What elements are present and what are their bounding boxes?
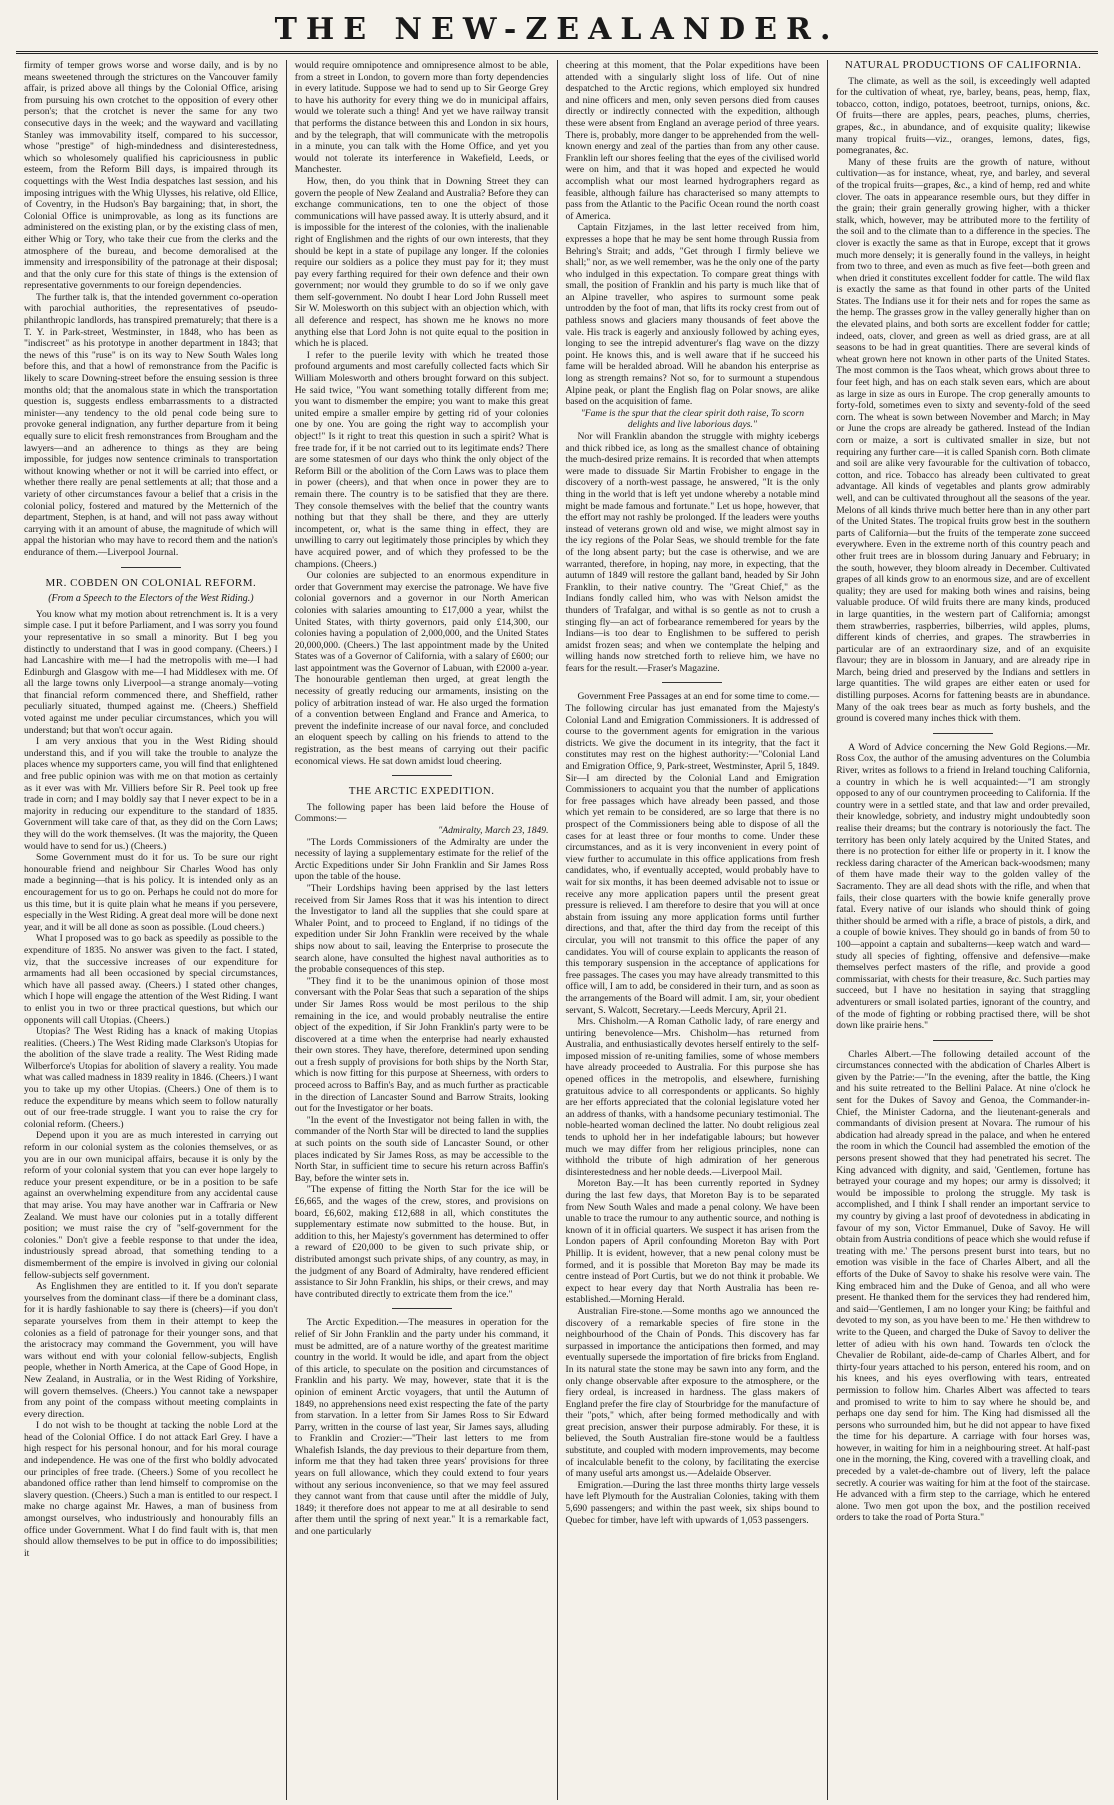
article-paragraph: The Arctic Expedition.—The measures in operation for the relief of Sir John Franklin and the party under his command, it must be admitted, are of a nature worthy of the greatest maritime country in the world. It would be idle, and apart from the object of this article, to speculate on the position and circumstances of Franklin and his party. We may, however, state that it is the opinion of eminent Arctic voyagers, that until the Autumn of 1849, no apprehensions need exist respecting the fate of the party from starvation. In a letter from Sir James Ross to Sir Edward Parry, written in the course of last year, Sir James says, alluding to Franklin and Crozier:—"Their last letters to me from Whalefish Islands, the day previous to their departure from them, inform me that they had taken three years' provisions for three years on full allowance, which they could extend to four years without any serious inconvenience, so that we may feel assured they cannot want from that cause until after the middle of July, 1849; it therefore does not appear to me at all desirable to send after them until the spring of next year." It is a remarkable fact, and one particularly	[294, 1317, 549, 1538]
dateline: "Admiralty, March 23, 1849.	[438, 825, 549, 836]
article-paragraph: Depend upon it you are as much interested in carrying out reform in our colonial system as the colonies themselves, or as you are in our own municipal affairs, because it is only by the reform of your colonial system that you can ever hope largely to reduce your present expenditure, or be in a position to be safe against an overwhelming expenditure from any accidental cause that may arise. You may have another war in Caffraria or New Zealand. We must have our colonies put in a totally different position; we must raise the cry of "self-government for the colonies." Don't give a feeble response to that under the idea, industriously spread abroad, that something tending to a dismemberment of the empire is involved in giving our colonial fellow-subjects self government.	[24, 1130, 278, 1281]
article-paragraph: Emigration.—During the last three months thirty large vessels have left Plymouth for the Australian Colonies, taking with them 5,690 passengers; and within the past week, six ships bound to Quebec for timber, have left with upwards of 1,053 passengers.	[565, 1479, 820, 1526]
article-paragraph: "In the event of the Investigator not being fallen in with, the commander of the North Star will be directed to land the supplies at such points on the south side of Lancaster Sound, or other places indicated by Sir James Ross, as may be accessible to the North Star, in sufficient time to secure his return across Baffin's Bay, before the winter sets in.	[294, 1114, 549, 1184]
article-subheading: (From a Speech to the Electors of the West Riding.)	[48, 593, 254, 605]
article-paragraph: Captain Fitzjames, in the last letter received from him, expresses a hope that he may be sent home through Russia from Behring's Strait; and adds, "Get through I firmly believe we shall;" nor, as we well remember, was he the only one of the party who indulged in this expectation. To compare great things with small, the position of Franklin and his party is much like that of an Alpine traveller, who aspires to surmount some peak untrodden by the foot of man, that lifts its rocky crest from out of pathless snows and glaciers many thousands of feet above the vale. His track is eagerly and anxiously followed by aching eyes, longing to see the intrepid adventurer's flag wave on the dizzy point. He knows this, and is well aware that if he succeed his fame will be heralded abroad. Will he abandon his enterprise as long as strength remains? Not so, for to surmount a stupendous Alpine peak, or plant the English flag on Polar snows, are alike based on the acquisition of fame.	[565, 222, 820, 408]
masthead-title: THE NEW-ZEALANDER.	[274, 12, 840, 47]
divider	[933, 733, 993, 734]
article-paragraph: As Englishmen they are entitled to it. If you don't separate yourselves from the dominant class—if there be a dominant class, for it is hardly fashionable to say there is (cheers)—if you don't separate yourselves from them in their attempt to keep the colonies as a field of patronage for their younger sons, and that the aristocracy may command the Government, you will have wars without end with your colonial fellow-subjects, English people, whether in North America, at the Cape of Good Hope, in New Zealand, in Australia, or in the West Riding of Yorkshire, will govern themselves. (Cheers.) You cannot take a newspaper from any point of the compass without meeting complaints in every direction.	[24, 1281, 278, 1420]
article-paragraph: firmity of temper grows worse and worse daily, and is by no means sweetened through the strictures on the Vancouver family affair, is prized above all things by the Colonial Office, arising from pursuing his own crotchet to the opposition of every other person's; that the crotchet is never the same for any two consecutive days in the week; and the wayward and vacillating Stanley was immovability itself, compared to his successor, whose "prestige" of high-mindedness and disinterestedness, which so wholesomely qualified his capriciousness in public esteem, from the Reform Bill days, is impaired through its coquettings with the West India despatches last session, and his imposing intrigues with the Whig Ulysses, his relative, old Ellice, of Coventry, in the Hudson's Bay bargaining; that, in short, the Colonial Office is unimprovable, as long as its functions are administered on the existing plan, or by the existing class of men, either Whig or Tory, who take their cue from the clerks and the atmosphere of the bureau, and become demoralised at the immensity and irresponsibility of the patronage at their disposal; and that the only cure for this state of things is the extension of representative governments to our foreign dependencies.	[24, 60, 278, 292]
article-paragraph: Australian Fire-stone.—Some months ago we announced the discovery of a remarkable species of fire stone in the neighbourhood of the Chain of Ponds. This discovery has far surpassed in importance the anticipations then formed, and may eventually supersede the importation of fire bricks from England. In its natural state the stone may be sawn into any form, and the only change observable after exposure to the atmosphere, or the fiery ordeal, is increased in hardness. The glass makers of England prefer the fire clay of Stourbridge for the manufacture of their "pots," which, after being formed methodically and with great precision, answer their purpose admirably. For these, it is believed, the South Australian fire-stone would be a faultless substitute, and coupled with modern improvements, may become of incalculable benefit to the colony, by facilitating the exercise of many useful arts amongst us.—Adelaide Observer.	[565, 1305, 820, 1480]
article-paragraph: I am very anxious that you in the West Riding should understand this, and if you will take the trouble to analyze the places whence my supporters came, you will find that enlightened and free public opinion was with me on that motion as certainly as it ever was with Mr. Villiers before Sir R. Peel took up free trade in corn; and I may boldly say that I never expect to be in a majority in reducing our expenditure to the standard of 1835. Government will take care of that, as they did on the Corn Laws; they will do the work themselves. (It was the majority, the Queen would have to send for us.) (Cheers.)	[24, 736, 278, 852]
article-paragraph: Moreton Bay.—It has been currently reported in Sydney during the last few days, that Moreton Bay is to be separated from New South Wales and made a penal colony. We have been unable to trace the rumour to any authentic source, and nothing is known of it in official quarters. We suspect it has arisen from the London papers of April confounding Moreton Bay with Port Phillip. It is evident, however, that a new penal colony must be formed, and it is possible that Moreton Bay may be made its centre instead of Port Curtis, but we do not think it probable. We expect to hear every day that North Australia has been re-established.—Morning Herald.	[565, 1178, 820, 1306]
article-paragraph: The further talk is, that the intended government co-operation with parochial authorities, the representatives of pseudo-philanthropic landlords, has transpired prematurely; that there is a T. Y. in Park-street, Westminster, in 1848, who has been as "indiscreet" as his prototype in another department in 1843; that the news of this "ruse" is on its way to New South Wales long before this, and that a howl of remonstrance from the Pacific is likely to scare Downing-street before the ensuing session is three months old; that the anomalous state in which the transportation question is, suggests endless embarrassments to a distracted minister—any tendency to the old penal code being sure to provoke general indignation, any further departure from it being equally sure to elicit fresh remonstrances from Brougham and the lawyers—and an adherence to things as they are being impossible, for judges now sentence criminals to transportation without knowing whether or not it will be carried into effect, or whether there really are penal settlements at all; that those and a variety of other circumstances favour a belief that a crisis in the colonial policy, fostered and matured by the Metternich of the department, Stephen, is at hand, and will not pass away without carrying with it an amount of abuse, the magnitude of which will appal the historian who may have to record them and the nation's endurance of them.—Liverpool Journal.	[24, 291, 278, 558]
article-paragraph: "The expense of fitting the North Star for the ice will be £6,665, and the wages of the crew, stores, and provisions on board, £6,602, making £12,688 in all, which constitutes the supplementary estimate now submitted to the house. But, in addition to this, her Majesty's government has determined to offer a reward of £20,000 to be given to such private ship, or distributed amongst such private ships, of any country, as may, in the judgment of any Board of Admiralty, have rendered efficient assistance to Sir John Franklin, his ships, or their crews, and may have contributed directly to extricate them from the ice."	[294, 1184, 549, 1300]
divider	[392, 1308, 452, 1309]
article-paragraph: "Their Lordships having been apprised by the last letters received from Sir James Ross that it was his intention to direct the Investigator to land all the supplies that she could spare at Whaler Point, and to proceed to England, if no tidings of the expedition under Sir John Franklin were received by the whale ships now about to sail, leaving the Enterprise to prosecute the search alone, have consulted the highest naval authorities as to the probable consequences of this step.	[294, 882, 549, 976]
divider	[662, 682, 722, 683]
masthead-rule	[16, 51, 1098, 54]
article-paragraph: "The Lords Commissioners of the Admiralty are under the necessity of laying a supplementary estimate for the relief of the Arctic Expeditions under Sir John Franklin and Sir James Ross upon the table of the house.	[294, 836, 549, 883]
article-paragraph: The climate, as well as the soil, is exceedingly well adapted for the cultivation of wheat, rye, barley, beans, peas, hemp, flax, tobacco, cotton, indigo, potatoes, beetroot, turnips, onions, &c. Of fruits—there are apples, pears, peaches, plums, cherries, grapes, &c., in abundance, and of exquisite quality; likewise many tropical fruits—viz., oranges, lemons, dates, figs, pomegranates, &c.	[836, 75, 1090, 157]
column-2	[286, 60, 557, 1800]
quotation: "Fame is the spur that the clear spirit doth raise, To scorn delights and live laborious days."	[580, 407, 804, 431]
article-paragraph: Some Government must do it for us. To be sure our right honourable friend and neighbour Sir Charles Wood has only made a beginning—that is his policy. It is intended only as an encouragement for us to go on. Perhaps he could not do more for us this time, but it is quite plain what he means if you persevere, especially in the West Riding. A great deal more will be done next year, and it will be all done as soon as possible. (Loud cheers.)	[24, 852, 278, 933]
columns	[16, 60, 1098, 1800]
article-paragraph: A Word of Advice concerning the New Gold Regions.—Mr. Ross Cox, the author of the amusing adventures on the Columbia River, writes as follows to a friend in Ireland touching California, a country in which he is well acquainted:—"I am strongly opposed to any of our countrymen proceeding to California. If the country were in a settled state, and that law and order prevailed, their knowledge, sobriety, and industry might undoubtedly soon realise their dreams; but the contrary is notoriously the fact. The territory has been only lately acquired by the United States, and there is no protection for either life or property in it. I know the reckless daring character of the American back-woodsmen; many of them have made their way to the golden valley of the Sacramento. They are all dead shots with the rifle, and when that fails, their close quarters with the bowie knife generally prove fatal. Every native of our islands who should think of going thither should be armed with a rifle, a brace of pistols, a dirk, and a couple of bowie knives. They should go in bands of from 50 to 100—appoint a captain and subalterns—keep watch and ward—study all species of fighting, offensive and defensive—make themselves perfect masters of the rifle, and provide a good commissariat, with chests for their treasure, &c. Such parties may succeed, but I have no hesitation in saying that straggling adventurers or small isolated parties, ignorant of the country, and of the mode of fighting or robbing practised there, will be shot down like prairie hens."	[836, 741, 1090, 1032]
divider	[933, 1040, 993, 1041]
divider	[121, 567, 181, 568]
article-heading: THE ARCTIC EXPEDITION.	[348, 785, 495, 798]
article-paragraph: You know what my motion about retrenchment is. It is a very simple case. I put it before Parliament, and I was sorry you found your representative in so small a minority. But I beg you distinctly to understand that I was in good company. (Cheers.) I had Lancashire with me—I had the metropolis with me—I had Edinburgh and Glasgow with me—I had Middlesex with me. Of all the large towns only Liverpool—a strange anomaly—voting that financial reform commenced there, and Sheffield, rather peculiarly situated, thumped against me. (Cheers.) Sheffield voted against me under peculiar circumstances, which you will understand; but that won't occur again.	[24, 608, 278, 736]
article-heading: NATURAL PRODUCTIONS OF CALIFORNIA.	[844, 60, 1082, 71]
article-paragraph: "They find it to be the unanimous opinion of those most conversant with the Polar Seas that such a separation of the ships under Sir James Ross would be most perilous to the ship remaining in the ice, and would probably neutralise the entire object of the expedition, if Sir John Franklin's party were to be discovered at a time when the enterprise had nearly exhausted their own stores. They have, therefore, determined upon sending out a fresh supply of provisions for both ships by the North Star, which is now fitting for this purpose at Sheerness, with orders to proceed across to Baffin's Bay, and as much further as practicable in the direction of Lancaster Sound and Barrow Straits, looking out for the Investigator or her boats.	[294, 975, 549, 1115]
article-paragraph: I do not wish to be thought at tacking the noble Lord at the head of the Colonial Office. I do not attack Earl Grey. I have a high respect for his personal honour, and for his moral courage and independence. He was one of the first who boldly advocated our principles of free trade. (Cheers.) Some of you recollect he abandoned office rather than lend himself to compromise on the slavery question. (Cheers.) Such a man is entitled to our respect. I make no charge against Mr. Hawes, a man of business from amongst ourselves, who industriously and honourably fills an office under Government. What I do find fault with is, that men should allow themselves to be put in office to do impossibilities; it	[24, 1420, 278, 1559]
column-1	[16, 60, 286, 1800]
article-paragraph: What I proposed was to go back as speedily as possible to the expenditure of 1835. No answer was given to the fact. I stated, viz, that the successive increases of our expenditure for armaments had all been occasioned by special circumstances, which have all passed away. (Cheers.) I stated other changes, which I hope will engage the attention of the West Riding. I want to enlist you in two or three practical questions, but which our opponents will call Utopias. (Cheers.)	[24, 933, 278, 1026]
article-paragraph: would require omnipotence and omnipresence almost to be able, from a street in London, to govern more than forty dependencies in every latitude. Suppose we had to send up to Sir George Grey to have his authority for every thing we do in municipal affairs, would we tolerate such a thing! And yet we have railway transit that performs the distance between this and London in six hours, and by the telegraph, that will communicate with the metropolis in a minute, you can talk with the Home Office, and yet you would not tolerate its interference in Wakefield, Leeds, or Manchester.	[294, 60, 549, 176]
article-paragraph: Nor will Franklin abandon the struggle with mighty icebergs and thick ribbed ice, as long as the smallest chance of obtaining the much-desired prize remains. It is recorded that when attempts were made to dissuade Sir Martin Frobisher to engage in the discovery of a north-west passage, he answered, "It is the only thing in the world that is left yet undone whereby a notable mind might be made famous and fortunate." Let us hope, however, that the effort may not rashly be prolonged. If the leaders were youths instead of veterans grown old and wise, we might almost say in the icy regions of the Polar Seas, we should tremble for the fate of the long absent party; but the case is otherwise, and we are warranted, therefore, in hoping, nay more, in expecting, that the autumn of 1849 will restore the gallant band, headed by Sir John Franklin, to their native country. The "Great Chief," as the Indians fondly called him, who was with Nelson amidst the thunders of Trafalgar, and withal is so gentle as not to crush a stinging fly—an act of forbearance remembered for years by the Indians—is too dear to Englishmen to be suffered to perish amidst frozen seas; and when we contemplate the helping and willing hands now stretched forth to relieve him, we have no fears for the result.—Fraser's Magazine.	[565, 431, 820, 674]
article-paragraph: Government Free Passages at an end for some time to come.—The following circular has just emanated from the Majesty's Colonial Land and Emigration Commissioners. It is addressed of course to the government agents for emigration in the various districts. We give the document in its integrity, that the fact it constitutes may rest on the highest authority:—"Colonial Land and Emigration Office, 9, Park-street, Westminster, April 5, 1849. Sir—I am directed by the Colonial Land and Emigration Commissioners to acquaint you that the number of applications for free passages which have already been passed, and those which yet remain to be considered, are so large that there is no prospect of the Commissioners being able to dispose of all the cases for at least three or four months to come. Under these circumstances, and as it is very inconvenient in every point of view further to accumulate in this office applications from fresh candidates, who, if eventually accepted, would probably have to wait for six months, it has been deemed advisable not to issue or receive any more application papers until the present great pressure is relieved. I am therefore to desire that you will at once abstain from issuing any more application forms until further directions, and that, after the third day from the receipt of this circular, you will not transmit to this office the paper of any candidates. You will of course explain to applicants the reason of this temporary suspension in the acceptance of applications for free passages. The cases you may have already transmitted to this office will, I am to add, be considered in their turn, and as soon as the arrangements of the Board will admit. I am, sir, your obedient servant, S. Walcott, Secretary.—Leeds Mercury, April 21.	[565, 691, 820, 1016]
masthead	[16, 10, 1098, 54]
article-paragraph: I refer to the puerile levity with which he treated those profound arguments and most carefully collected facts which Sir William Molesworth and others brought forward on this subject. He said twice, "You want something totally different from me; you want to dismember the empire; you want to make this great united empire a smaller empire by getting rid of your colonies one by one. You are going the right way to accomplish your object!" Is it right to treat this question in such a spirit? What is free trade for, if it be not carried out to its legitimate ends? There are some statesmen of our days who think the only object of the Reform Bill or the abolition of the Corn Laws was to place them in power (cheers), and that when once in power they are to remain there. The country is to be satisfied that they are there. They console themselves with the belief that the country wants nothing but that they shall be there, and they are utterly incompetent, or, what is the same thing in effect, they are unwilling to carry out legitimately those principles by which they have acquired power, and of which they professed to be the champions. (Cheers.)	[294, 349, 549, 570]
article-paragraph: Many of these fruits are the growth of nature, without cultivation—as for instance, wheat, rye, and barley, and several of the tropical fruits—grapes, &c., a kind of hemp, red and white clover. The oats in appearance resemble ours, but they differ in the grain; their grain generally growing higher, with a thicker stalk, which, however, may be attributed more to the fertility of the soil and to the climate than to a difference in the species. The clover is exactly the same as that in Europe, except that it grows much more densely; it is generally found in the valleys, in height from two to three, and even as much as five feet—both green and when dried it constitutes excellent fodder for cattle. The wild flax is exactly the same as that found in other parts of the United States. The Indians use it for their nets and for ropes the same as the hemp. The grasses grow in the valley generally higher than on the elevated plains, and both sorts are excellent fodder for cattle; indeed, oats, clover, and green as well as dried grass, are at all seasons to be had in great quantities. There are several kinds of wheat grown here not known in other parts of the United States. The most common is the Taos wheat, which grows about three to four feet high, and has on each stalk seven ears, which are about as large in size as ours in Europe. The crop generally amounts to forty-fold, sometimes even to sixty and seventy-fold of the seed corn. The wheat is sown between November and March; in May or June the crops are already be gathered. Instead of the Indian corn or maize, a sort is cultivated smaller in size, but not requiring any further care—it is called Spanish corn. Both climate and soil are alike very favourable for the cultivation of tobacco, cotton, and rice. Tobacco has already been cultivated to great advantage. All kinds of vegetables and plants grow admirably well, and can be cultivated throughout all the seasons of the year. Melons of all kinds thrive much better here than in any other part of the United States. The tropical fruits grow best in the southern parts of California—but the fruits of the temperate zone succeed everywhere. Even in the extreme north of this country peach and other fruit trees are in blossom during January and February; in the south, however, they bloom already in December. Cultivated grapes of all kinds grow to an enormous size, and are of excellent quality; they are used for making both wines and raisins, being valuable produce. Of wild fruits there are many kinds, produced in large quantities, in the western part of California; amongst them strawberries, raspberries, bilberries, wild apples, plums, different kinds of cherries, and grapes. The strawberries in particular are of an extraordinary size, and of an exquisite flavour; they are in blossom in January, and are already ripe in March, being dried and preserved by the Indians and settlers in large quantities. The wild grapes are either eaten or used for distilling purposes. Acorns for fattening beasts are in abundance. Many of the oak trees bear as much as forty bushels, and the ground is covered many inches thick with them.	[836, 156, 1090, 725]
article-paragraph: How, then, do you think that in Downing Street they can govern the people of New Zealand and Australia? Before they can exchange communications, ten to one the object of those communications will have passed away. It is utterly absurd, and it is impossible for the interest of the colonies, with the inalienable right of Englishmen and the rights of our own interests, that they should be kept in a state of pupilage any longer. If the colonies require our soldiers as a police they must pay for it; they must pay every farthing required for their own defence and their own government; nor would they grumble to do so if we only gave them self-government. No doubt I hear Lord John Russell meet Sir W. Molesworth on this subject with an objection which, with all deference and respect, has shown me he knows no more anything else that Lord John is not quite equal to the position in which he is placed.	[294, 175, 549, 350]
article-heading: MR. COBDEN ON COLONIAL REFORM.	[45, 576, 257, 589]
divider	[392, 775, 452, 776]
article-paragraph: Our colonies are subjected to an enormous expenditure in order that Government may exercise the patronage. We have five colonial governors and a governor in our North American colonies with salaries amounting to £17,000 a year, whilst the United States, with thirty governors, paid only £14,300, our colonies having a population of 2,000,000, and the United States 20,000,000. (Cheers.) The last appointment made by the United States was of a Governor of California, with a salary of £600; our last appointment was the Governor of Labuan, with £2000 a-year. The honourable gentleman then urged, at great length the necessity of greatly reducing our armaments, insisting on the policy of arbitration instead of war. He also urged the formation of a convention between England and France and America, to prevent the indefinite increase of our naval force, and concluded an eloquent speech by calling on his friends to attend to the registration, as the best means of carrying out their pacific economical views. He sat down amidst loud cheering.	[294, 570, 549, 767]
article-paragraph: Utopias? The West Riding has a knack of making Utopias realities. (Cheers.) The West Riding made Clarkson's Utopias for the abolition of the slave trade a reality. The West Riding made Wilberforce's Utopias for abolition of slavery a reality. You made what was called madness in 1839 reality in 1846. (Cheers.) I want you to take up my other Utopias. (Cheers.) One of them is to reduce the expenditure by means which seem to follow naturally out of our free-trade struggle. I want you to raise the cry for colonial reform. (Cheers.)	[24, 1026, 278, 1130]
article-paragraph: The following paper has been laid before the House of Commons:—	[294, 801, 549, 825]
column-3	[557, 60, 828, 1800]
article-paragraph: cheering at this moment, that the Polar expeditions have been attended with a singularly slight loss of life. Out of nine despatched to the Arctic regions, which employed six hundred and nine officers and men, only seven persons died from causes directly or indirectly connected with the expedition, although these were absent from England an average period of three years. There is, probably, more danger to be apprehended from the well-known energy and zeal of the parties than from any other cause. Franklin left our shores feeling that the eyes of the civilised world were on him, and that it was hoped and expected he would accomplish what our most learned hydrographers regard as feasible, although failure has characterised so many attempts to pass from the Atlantic to the Pacific Ocean round the north coast of America.	[565, 60, 820, 222]
article-paragraph: Charles Albert.—The following detailed account of the circumstances connected with the abdication of Charles Albert is given by the Patrie:—"In the evening, after the battle, the King and his suite retreated to the Bellini Palace. At nine o'clock he sent for the Dukes of Savoy and Genoa, the Commander-in-Chief, the Minister Cadorna, and the lieutenant-generals and commandants of division present at Novara. The rumour of his abdication had already spread in the palace, and when he entered the room in which the Council had assembled the emotion of the persons present showed that they had penetrated his secret. The King advanced with dignity, and said, 'Gentlemen, fortune has betrayed your courage and my hopes; our army is dissolved; it would be impossible to prolong the struggle. My task is accomplished, and I think I shall render an important service to my country by giving a last proof of devotedness in abdicating in favour of my son, Victor Emmanuel, Duke of Savoy. He will obtain from Austria conditions of peace which she would refuse if treating with me.' The persons present burst into tears, but no emotion was visible in the face of Charles Albert, and all the efforts of the Duke of Savoy to shake his resolve were vain. The King embraced him and the Duke of Genoa, and all who were present. He thanked them for the services they had rendered him, and said—'Gentlemen, I am no longer your King; be faithful and devoted to my son, as you have been to me.' He then withdrew to write to the Queen, and charged the Duke of Savoy to deliver the letter of adieu with his own hand. Towards ten o'clock the Chevalier de Robilant, aide-de-camp of Charles Albert, and for thirty-four years attached to his person, entered his room, and on his knees, and his eyes overflowing with tears, entreated permission to follow him. Charles Albert was affected to tears and promised to write to him to say where he should be, and perhaps one day send for him. The King had dismissed all the persons who surrounded him, but he did not appear to have fixed the time for his departure. A carriage with four horses was, however, in waiting for him in a neighbouring street. At half-past one in the morning, the King, covered with a travelling cloak, and preceded by a valet-de-chambre out of livery, left the palace secretly. A courier was waiting for him at the foot of the staircase. He advanced with a firm step to the carriage, which he entered alone. Two men got upon the box, and the postilion received orders to take the road of Porta Stura."	[836, 1048, 1090, 1524]
article-paragraph: Mrs. Chisholm.—A Roman Catholic lady, of rare energy and untiring benevolence—Mrs. Chisholm—has returned from Australia, and enthusiastically devotes herself entirely to the self-imposed mission of re-uniting families, some of whose members have already proceeded to Australia. For this purpose she has opened offices in the metropolis, and elsewhere, furnishing gratuitous advice to all correspondents or applicants. So highly are her efforts appreciated that the colonial legislature voted her an address of thanks, with a handsome pecuniary testimonial. The noble-hearted woman declined the latter. No doubt religious zeal tends to uphold her in her indefatigable labours; but however much we may differ from her religious principles, none can withhold the tribute of high admiration of her generous disinterestedness and her noble deeds.—Liverpool Mail.	[565, 1016, 820, 1178]
column-4	[827, 60, 1098, 1800]
